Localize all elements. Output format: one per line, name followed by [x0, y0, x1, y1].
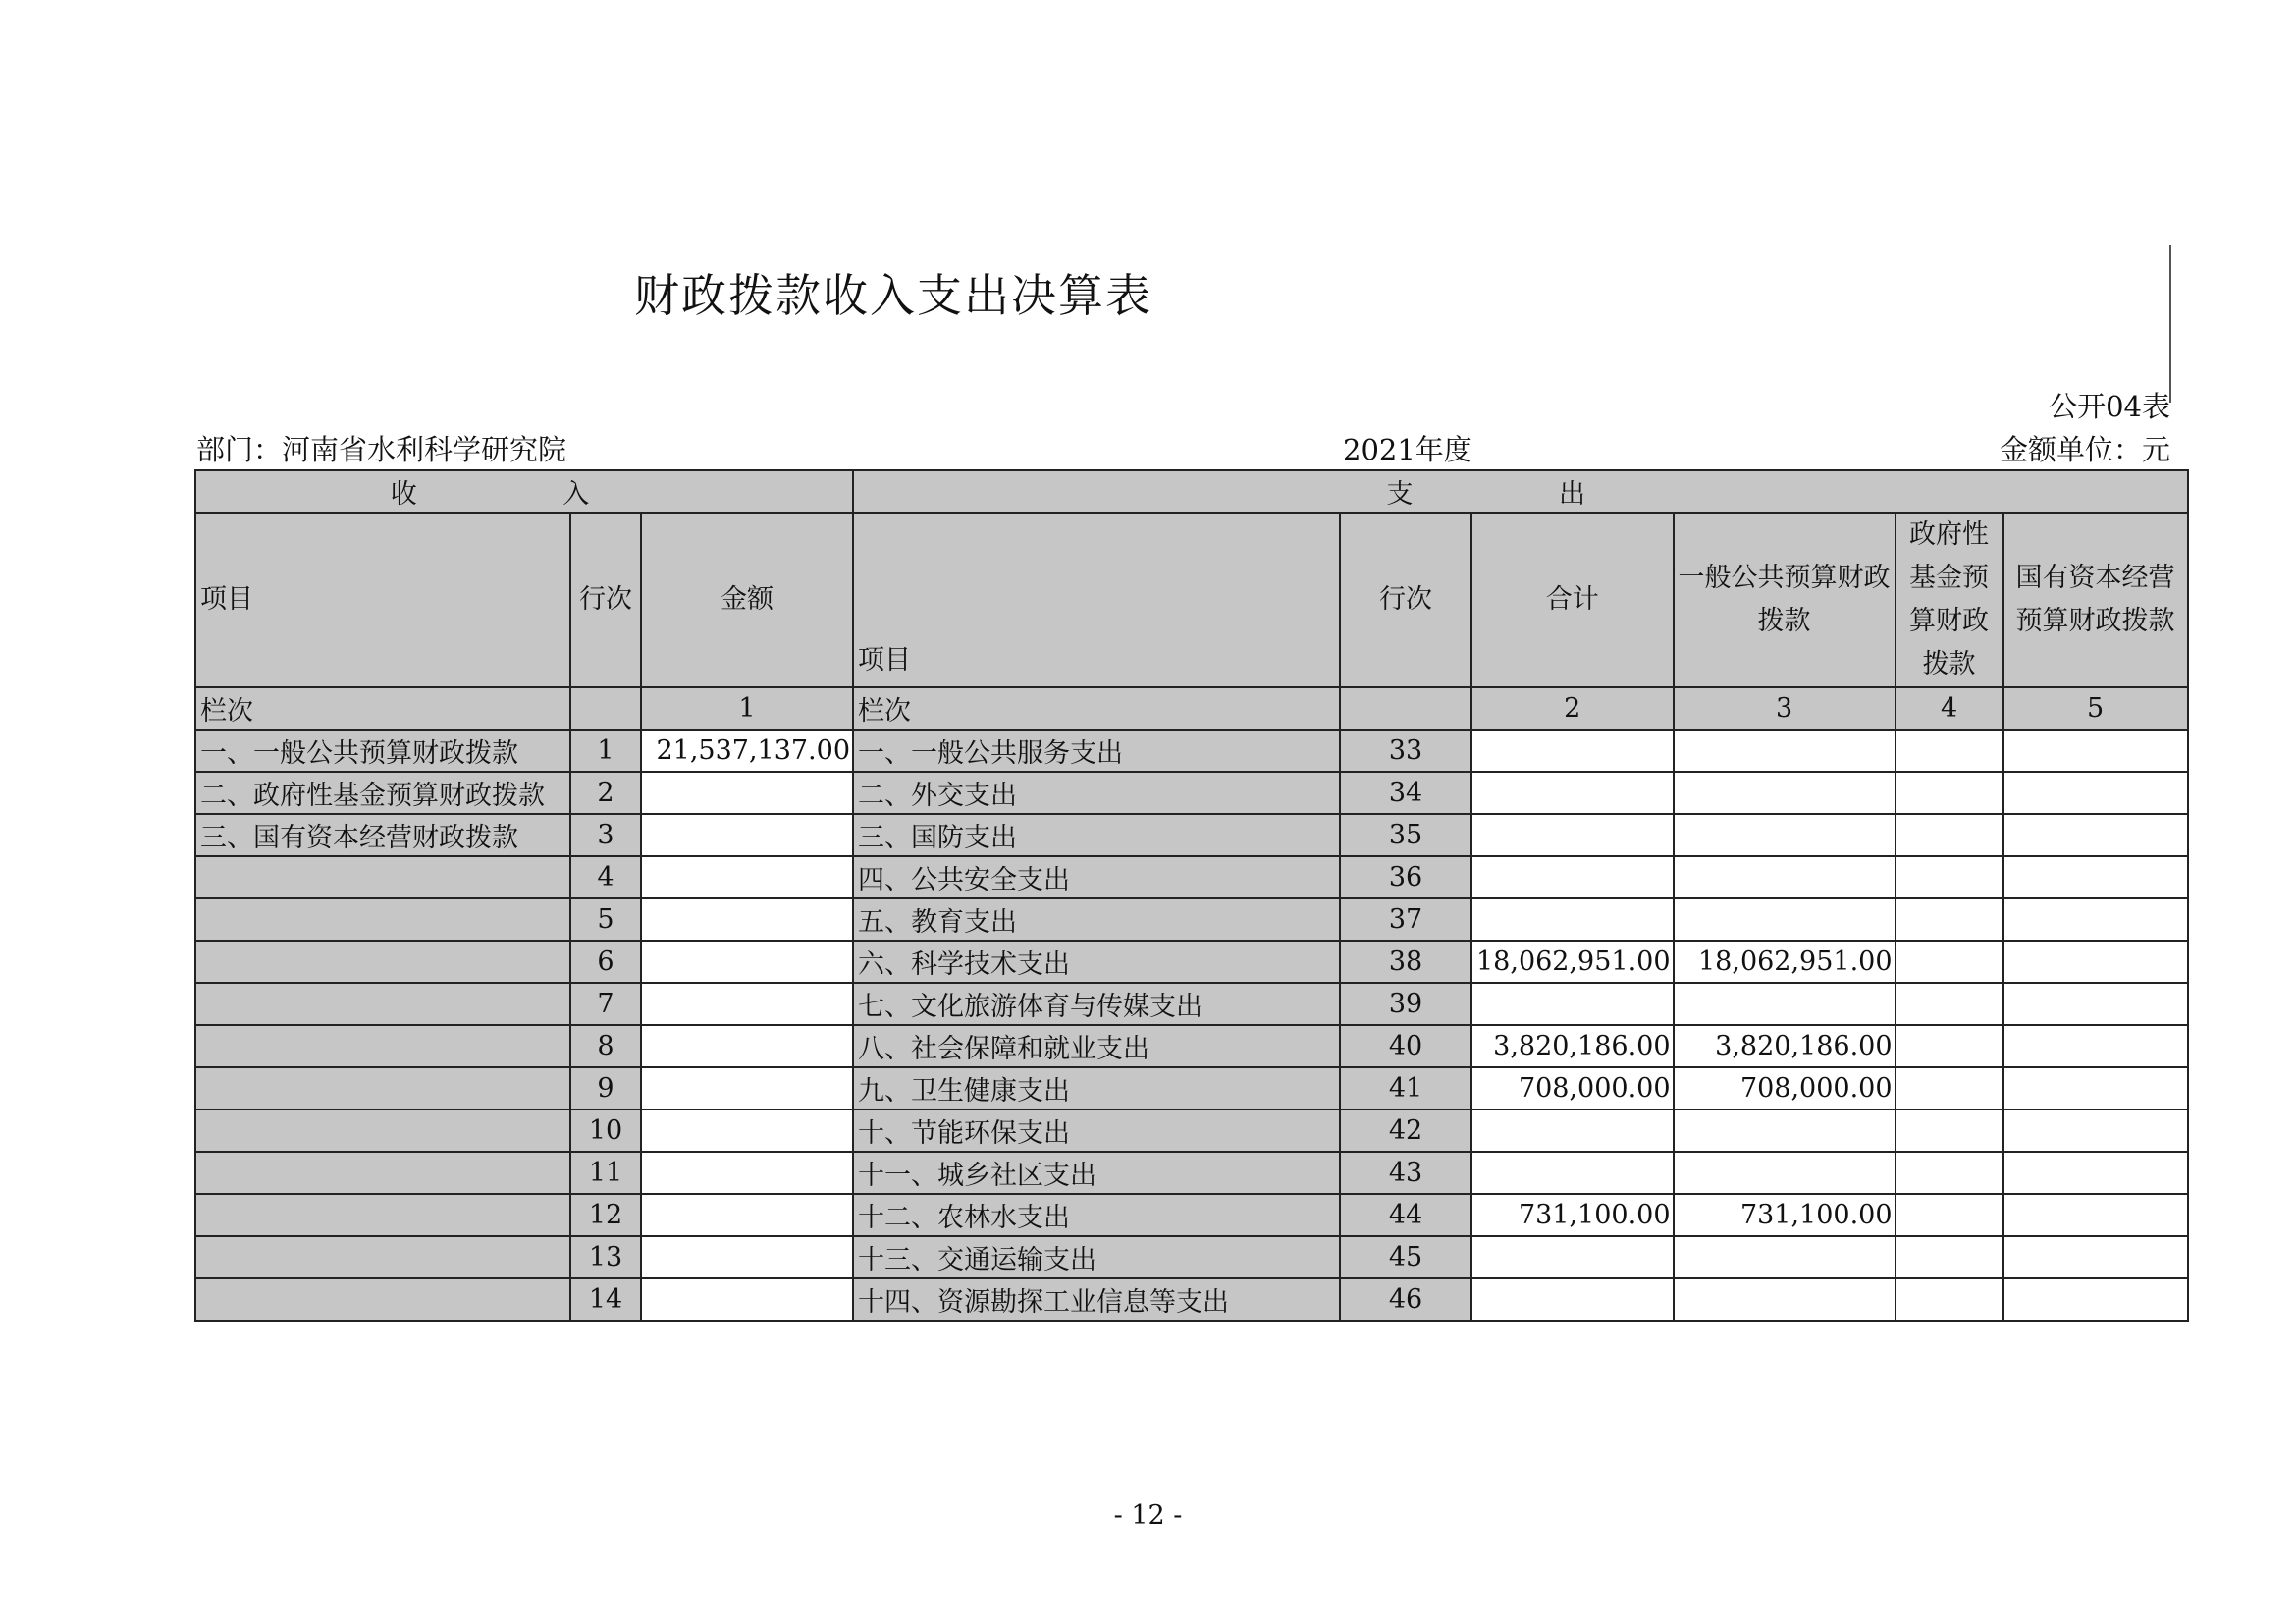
government-fund-cell: [1896, 941, 2003, 983]
state-capital-cell: [2003, 1110, 2188, 1152]
income-amount-cell: [641, 1110, 853, 1152]
table-row: [195, 856, 2188, 898]
expense-line-cell: 45: [1340, 1236, 1471, 1278]
income-line-cell: 3: [570, 814, 641, 856]
column-index-label: 栏次: [195, 687, 570, 730]
expense-total-cell: [1471, 772, 1674, 814]
income-amount-cell: [641, 1067, 853, 1110]
expense-line-cell: 41: [1340, 1067, 1471, 1110]
government-fund-cell: [1896, 1236, 2003, 1278]
income-line-cell: 10: [570, 1110, 641, 1152]
expense-line-cell: 35: [1340, 814, 1471, 856]
general-budget-cell: [1674, 856, 1896, 898]
state-capital-cell: [2003, 1152, 2188, 1194]
column-index-expense-label: 栏次: [853, 687, 1340, 730]
income-line-cell: 13: [570, 1236, 641, 1278]
expense-item-cell: 十一、城乡社区支出: [853, 1152, 1340, 1194]
table-row: [195, 814, 2188, 856]
income-item-cell: [195, 898, 570, 941]
income-group-label: 收 入: [390, 479, 659, 510]
header-expense-item: 项目: [853, 513, 1340, 687]
expense-item-cell: 三、国防支出: [853, 814, 1340, 856]
income-item-cell: [195, 1236, 570, 1278]
income-line-cell: 14: [570, 1278, 641, 1321]
general-budget-cell: 18,062,951.00: [1674, 941, 1896, 983]
income-item-cell: [195, 1067, 570, 1110]
income-item-cell: [195, 1025, 570, 1067]
income-item-cell: [195, 856, 570, 898]
general-budget-cell: [1674, 772, 1896, 814]
expense-line-cell: 44: [1340, 1194, 1471, 1236]
income-line-cell: 2: [570, 772, 641, 814]
state-capital-cell: [2003, 1278, 2188, 1321]
income-line-cell: 8: [570, 1025, 641, 1067]
expense-line-cell: 38: [1340, 941, 1471, 983]
header-income-line: 行次: [570, 513, 641, 687]
expense-item-cell: 十二、农林水支出: [853, 1194, 1340, 1236]
income-line-cell: 4: [570, 856, 641, 898]
expense-line-cell: 43: [1340, 1152, 1471, 1194]
income-amount-cell: [641, 1278, 853, 1321]
expense-item-cell: 十三、交通运输支出: [853, 1236, 1340, 1278]
expense-total-cell: [1471, 730, 1674, 772]
expense-total-cell: [1471, 1152, 1674, 1194]
expense-line-cell: 46: [1340, 1278, 1471, 1321]
header-government-fund: 政府性基金预算财政拨款: [1896, 513, 2003, 687]
income-item-cell: 一、一般公共预算财政拨款: [195, 730, 570, 772]
table-row: [195, 1236, 2188, 1278]
state-capital-cell: [2003, 856, 2188, 898]
government-fund-cell: [1896, 1110, 2003, 1152]
table-row: [195, 1152, 2188, 1194]
income-amount-cell: [641, 1236, 853, 1278]
income-line-cell: 11: [570, 1152, 641, 1194]
expense-total-cell: 731,100.00: [1471, 1194, 1674, 1236]
table-row: [195, 1278, 2188, 1321]
column-index-row: [195, 687, 2188, 730]
general-budget-cell: 3,820,186.00: [1674, 1025, 1896, 1067]
general-budget-cell: 731,100.00: [1674, 1194, 1896, 1236]
table-row: [195, 1067, 2188, 1110]
header-general-budget: 一般公共预算财政拨款: [1674, 513, 1896, 687]
state-capital-cell: [2003, 1236, 2188, 1278]
expense-total-cell: [1471, 1278, 1674, 1321]
state-capital-cell: [2003, 814, 2188, 856]
expense-total-cell: 3,820,186.00: [1471, 1025, 1674, 1067]
expense-total-cell: [1471, 898, 1674, 941]
government-fund-cell: [1896, 1152, 2003, 1194]
table-row: [195, 983, 2188, 1025]
form-code: 公开04表: [2049, 390, 2170, 423]
income-group-header: [195, 470, 853, 513]
income-line-cell: 12: [570, 1194, 641, 1236]
general-budget-cell: [1674, 1236, 1896, 1278]
table-row: [195, 730, 2188, 772]
header-total: 合计: [1471, 513, 1674, 687]
state-capital-cell: [2003, 1194, 2188, 1236]
general-budget-cell: [1674, 814, 1896, 856]
expense-line-cell: 40: [1340, 1025, 1471, 1067]
income-amount-cell: 21,537,137.00: [641, 730, 853, 772]
government-fund-cell: [1896, 1278, 2003, 1321]
header-expense-line: 行次: [1340, 513, 1471, 687]
column-header-row: [195, 513, 2188, 687]
amount-unit: 金额单位：元: [1999, 433, 2170, 466]
margin-rule: [2169, 245, 2171, 403]
income-line-cell: 9: [570, 1067, 641, 1110]
general-budget-cell: [1674, 898, 1896, 941]
fiscal-allocation-table: [194, 469, 2189, 1322]
expense-item-cell: 五、教育支出: [853, 898, 1340, 941]
column-index-blank: [570, 687, 641, 730]
government-fund-cell: [1896, 1025, 2003, 1067]
income-amount-cell: [641, 1025, 853, 1067]
header-income-item: 项目: [195, 513, 570, 687]
fiscal-year: 2021年度: [1343, 433, 1472, 466]
header-income-amount: 金额: [641, 513, 853, 687]
income-line-cell: 1: [570, 730, 641, 772]
table-row: [195, 772, 2188, 814]
column-index-expense-blank: [1340, 687, 1471, 730]
expense-group-label: 支 出: [1386, 479, 1655, 510]
income-amount-cell: [641, 941, 853, 983]
expense-line-cell: 42: [1340, 1110, 1471, 1152]
state-capital-cell: [2003, 1025, 2188, 1067]
expense-total-cell: [1471, 856, 1674, 898]
expense-total-cell: [1471, 814, 1674, 856]
income-amount-cell: [641, 772, 853, 814]
state-capital-cell: [2003, 772, 2188, 814]
state-capital-cell: [2003, 941, 2188, 983]
expense-group-header: [853, 470, 2188, 513]
income-amount-cell: [641, 898, 853, 941]
header-state-capital: 国有资本经营预算财政拨款: [2003, 513, 2188, 687]
expense-item-cell: 六、科学技术支出: [853, 941, 1340, 983]
income-amount-cell: [641, 856, 853, 898]
state-capital-cell: [2003, 898, 2188, 941]
expense-item-cell: 八、社会保障和就业支出: [853, 1025, 1340, 1067]
government-fund-cell: [1896, 1194, 2003, 1236]
expense-line-cell: 34: [1340, 772, 1471, 814]
department-label: 部门：河南省水利科学研究院: [196, 433, 567, 466]
general-budget-cell: [1674, 1278, 1896, 1321]
page-title: 财政拨款收入支出决算表: [634, 269, 1152, 322]
group-header-row: [195, 470, 2188, 513]
income-item-cell: [195, 1110, 570, 1152]
government-fund-cell: [1896, 772, 2003, 814]
income-item-cell: [195, 983, 570, 1025]
government-fund-cell: [1896, 983, 2003, 1025]
table-row: [195, 898, 2188, 941]
expense-item-cell: 七、文化旅游体育与传媒支出: [853, 983, 1340, 1025]
general-budget-cell: [1674, 1110, 1896, 1152]
income-amount-cell: [641, 1152, 853, 1194]
expense-total-cell: 708,000.00: [1471, 1067, 1674, 1110]
government-fund-cell: [1896, 898, 2003, 941]
table-row: [195, 1194, 2188, 1236]
general-budget-cell: [1674, 730, 1896, 772]
income-item-cell: [195, 941, 570, 983]
expense-total-cell: [1471, 983, 1674, 1025]
income-item-cell: [195, 1278, 570, 1321]
column-index-general: 3: [1674, 687, 1896, 730]
government-fund-cell: [1896, 856, 2003, 898]
table-row: [195, 1110, 2188, 1152]
state-capital-cell: [2003, 983, 2188, 1025]
table-row: [195, 941, 2188, 983]
income-amount-cell: [641, 1194, 853, 1236]
expense-line-cell: 36: [1340, 856, 1471, 898]
income-item-cell: 二、政府性基金预算财政拨款: [195, 772, 570, 814]
government-fund-cell: [1896, 730, 2003, 772]
expense-line-cell: 39: [1340, 983, 1471, 1025]
expense-item-cell: 二、外交支出: [853, 772, 1340, 814]
income-line-cell: 6: [570, 941, 641, 983]
page-number: - 12 -: [1113, 1500, 1183, 1531]
expense-item-cell: 十四、资源勘探工业信息等支出: [853, 1278, 1340, 1321]
income-item-cell: 三、国有资本经营财政拨款: [195, 814, 570, 856]
income-line-cell: 5: [570, 898, 641, 941]
general-budget-cell: [1674, 1152, 1896, 1194]
column-index-total: 2: [1471, 687, 1674, 730]
income-item-cell: [195, 1152, 570, 1194]
expense-total-cell: 18,062,951.00: [1471, 941, 1674, 983]
expense-line-cell: 33: [1340, 730, 1471, 772]
government-fund-cell: [1896, 1067, 2003, 1110]
state-capital-cell: [2003, 1067, 2188, 1110]
expense-line-cell: 37: [1340, 898, 1471, 941]
state-capital-cell: [2003, 730, 2188, 772]
expense-total-cell: [1471, 1236, 1674, 1278]
column-index-state: 5: [2003, 687, 2188, 730]
column-index-amount: 1: [641, 687, 853, 730]
general-budget-cell: 708,000.00: [1674, 1067, 1896, 1110]
expense-item-cell: 四、公共安全支出: [853, 856, 1340, 898]
income-amount-cell: [641, 983, 853, 1025]
table-row: [195, 1025, 2188, 1067]
general-budget-cell: [1674, 983, 1896, 1025]
government-fund-cell: [1896, 814, 2003, 856]
expense-item-cell: 一、一般公共服务支出: [853, 730, 1340, 772]
income-amount-cell: [641, 814, 853, 856]
expense-item-cell: 十、节能环保支出: [853, 1110, 1340, 1152]
column-index-fund: 4: [1896, 687, 2003, 730]
expense-item-cell: 九、卫生健康支出: [853, 1067, 1340, 1110]
income-item-cell: [195, 1194, 570, 1236]
expense-total-cell: [1471, 1110, 1674, 1152]
income-line-cell: 7: [570, 983, 641, 1025]
